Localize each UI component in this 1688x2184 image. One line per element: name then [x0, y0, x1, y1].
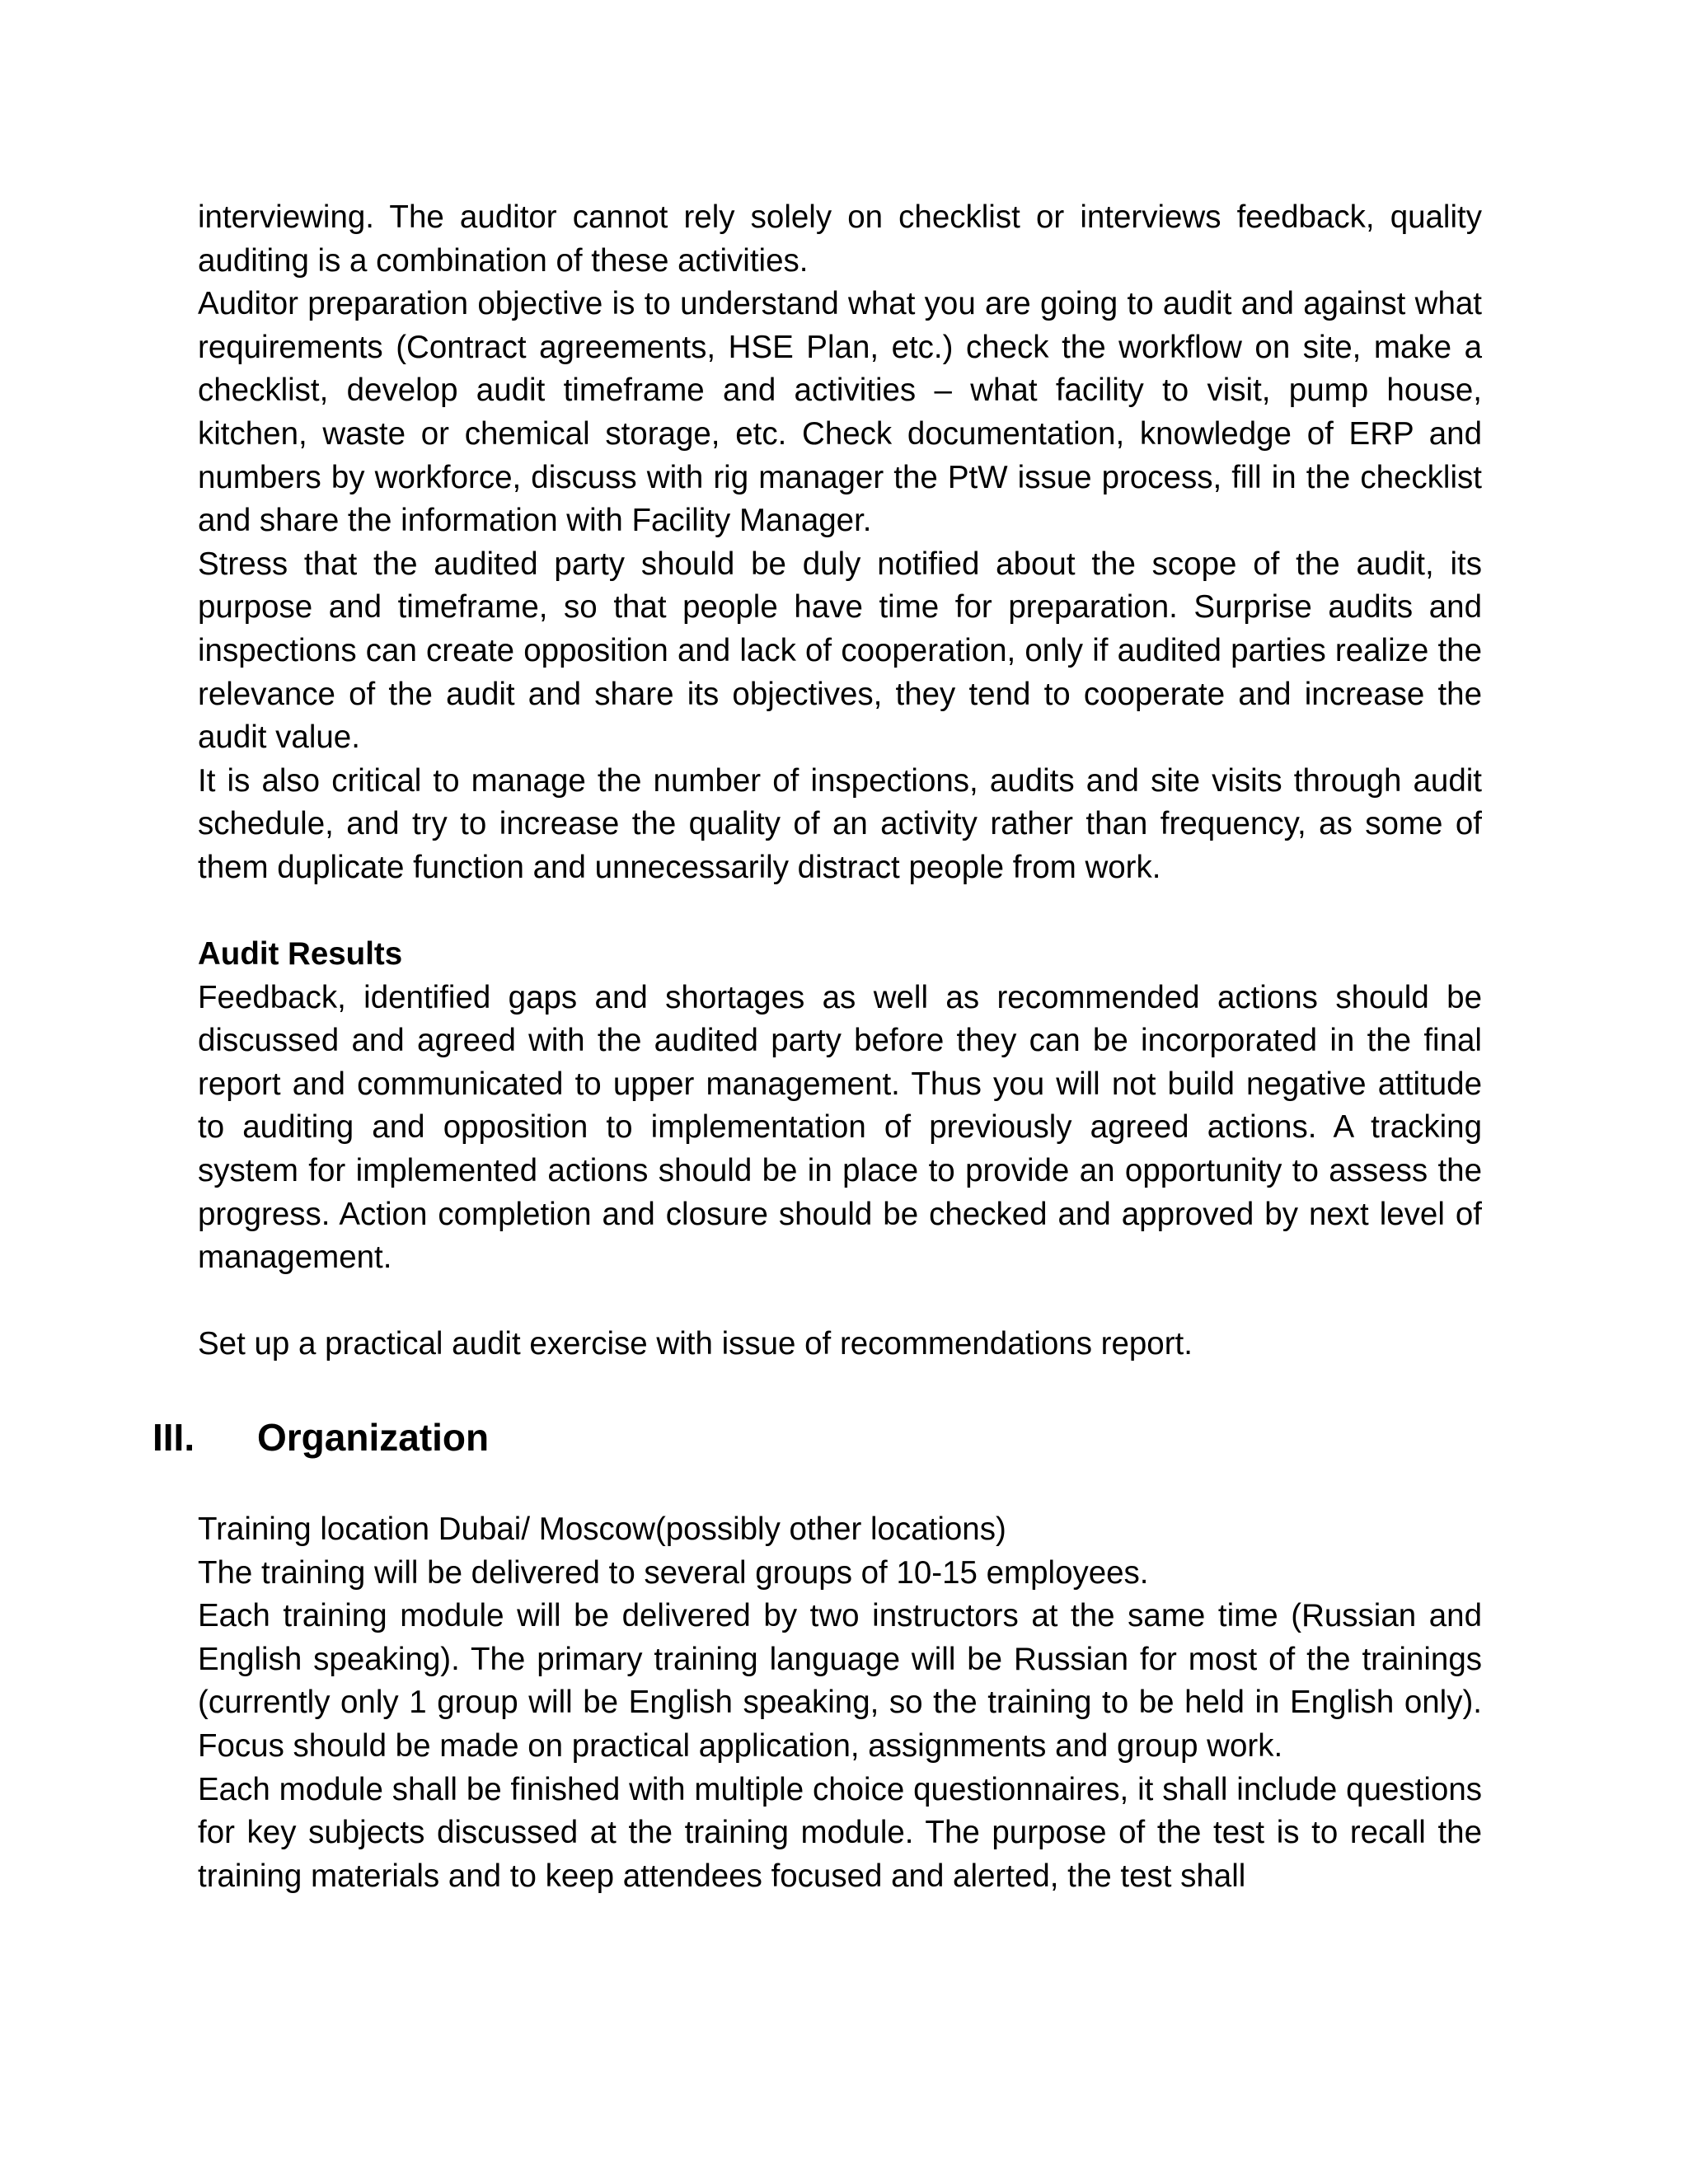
paragraph-training-location: Training location Dubai/ Moscow(possibly other locations) — [198, 1511, 1006, 1548]
section-heading — [152, 1399, 1482, 1475]
audit-results-heading: Audit Results — [198, 936, 403, 972]
paragraph-training-groups: The training will be delivered to several groups of 10-15 employees. — [198, 1554, 1149, 1591]
paragraph-spacer — [198, 890, 1482, 934]
paragraph-audit-exercise: Set up a practical audit exercise with issue of recommendations report. — [198, 1326, 1193, 1362]
section-body — [198, 1508, 1482, 1898]
page-content — [152, 196, 1482, 1898]
paragraph-spacer — [198, 1280, 1482, 1324]
paragraph-audit-feedback: Feedback, identified gaps and shortages as well as recommended actions should be discussed and agreed with the audited party before they can be incorporated in the final report and communicated to upper management. Thus you will not build negative attitude to auditing and opposition to implementation of previously agreed actions. A tracking system for implemented actions should be in place to provide an opportunity to assess the progress. Action completion and closure should be checked and approved by next level of management. — [198, 979, 1482, 1276]
section-number: III. — [152, 1416, 195, 1460]
paragraph-manage-inspections: It is also critical to manage the number of inspections, audits and site visits through audit schedule, and try to increase the quality of an activity rather than frequency, as some of them duplicate function and unnecessarily distract people from work. — [198, 762, 1482, 885]
section-title: Organization — [257, 1416, 490, 1460]
paragraph-questionnaires: Each module shall be finished with multiple choice questionnaires, it shall include questions for key subjects discussed at the training module. The purpose of the test is to recall the training materials and to keep attendees focused and alerted, the test shall — [198, 1771, 1482, 1894]
paragraph-instructors: Each training module will be delivered by two instructors at the same time (Russian and English speaking). The primary training language will be Russian for most of the trainings (currently only 1 group will be English speaking, so the training to be held in English only). Focus should be made on practical application, assignments and group work. — [198, 1598, 1482, 1764]
paragraph-auditor-preparation: Auditor preparation objective is to understand what you are going to audit and against what requirements (Contract agreements, HSE Plan, etc.) check the workflow on site, make a checklist, develop audit timeframe and activities – what facility to visit, pump house, kitchen, waste or chemical storage, etc. Check documentation, knowledge of ERP and numbers by workforce, discuss with rig manager the PtW issue process, fill in the checklist and share the information with Facility Manager. — [198, 286, 1482, 539]
paragraph-interviewing: interviewing. The auditor cannot rely solely on checklist or interviews feedback, quality auditing is a combination of these activities. — [198, 199, 1482, 279]
paragraph-stress-notification: Stress that the audited party should be duly notified about the scope of the audit, its purpose and timeframe, so that people have time for preparation. Surprise audits and inspections can create opposition and lack of cooperation, only if audited parties realize the relevance of the audit and share its objectives, they tend to cooperate and increase the audit value. — [198, 546, 1482, 756]
